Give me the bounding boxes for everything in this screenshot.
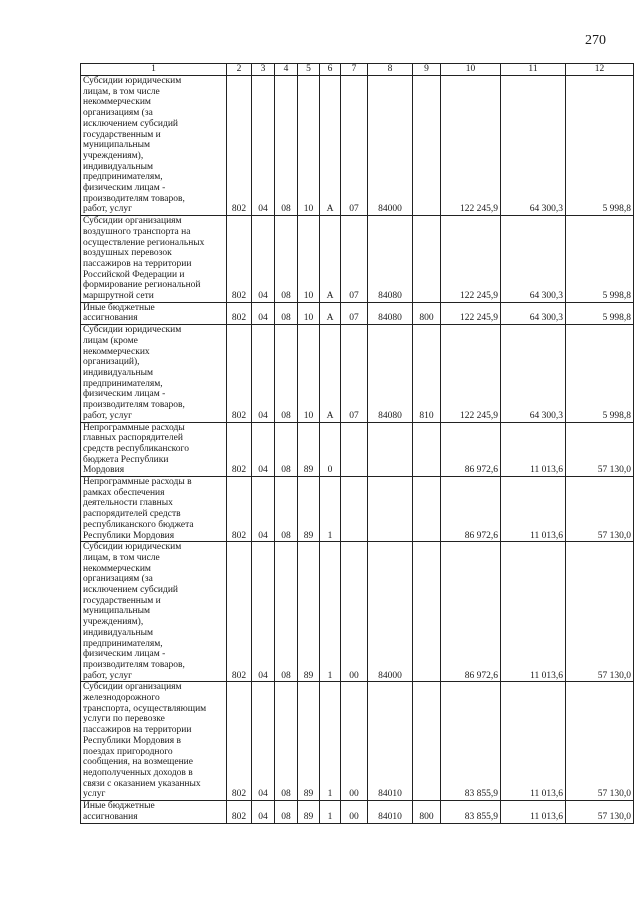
cell-amount-1: 122 245,9 xyxy=(441,302,501,324)
cell-amount-3: 57 130,0 xyxy=(566,801,634,823)
cell-amount-2: 64 300,3 xyxy=(501,302,566,324)
cell-glava: 802 xyxy=(227,542,252,682)
cell-expense-type xyxy=(413,422,441,477)
cell-direction: 84080 xyxy=(368,325,413,422)
cell-amount-1: 83 855,9 xyxy=(441,801,501,823)
cell-razdel: 04 xyxy=(252,422,275,477)
cell-main-measure xyxy=(341,477,368,542)
cell-expense-type: 800 xyxy=(413,302,441,324)
row-name: Субсидии организациям железнодорожного транспорта, осуществляющим услуги по перевозке пассажиров на территории Республики Мордовия в поездах пригородного сообщения, на возмещение недополученных доходов в связи с оказанием указанных услуг xyxy=(81,682,227,801)
cell-expense-type xyxy=(413,477,441,542)
cell-podrazdel: 08 xyxy=(275,801,298,823)
cell-main-measure: 00 xyxy=(341,801,368,823)
cell-amount-1: 122 245,9 xyxy=(441,325,501,422)
cell-subprogram: 0 xyxy=(320,422,341,477)
cell-program: 10 xyxy=(298,302,320,324)
cell-subprogram: 1 xyxy=(320,682,341,801)
cell-expense-type xyxy=(413,76,441,216)
cell-glava: 802 xyxy=(227,801,252,823)
row-name: Непрограммные расходы в рамках обеспечения деятельности главных распорядителей средств республиканского бюджета Республики Мордовия xyxy=(81,477,227,542)
cell-amount-3: 5 998,8 xyxy=(566,302,634,324)
cell-glava: 802 xyxy=(227,325,252,422)
cell-podrazdel: 08 xyxy=(275,682,298,801)
cell-main-measure: 00 xyxy=(341,682,368,801)
page-number: 270 xyxy=(585,33,606,48)
cell-program: 89 xyxy=(298,477,320,542)
budget-table xyxy=(80,63,634,824)
cell-direction: 84000 xyxy=(368,76,413,216)
column-header: 6 xyxy=(320,64,341,76)
cell-amount-2: 64 300,3 xyxy=(501,325,566,422)
cell-amount-2: 11 013,6 xyxy=(501,542,566,682)
cell-razdel: 04 xyxy=(252,477,275,542)
header-row xyxy=(81,64,634,76)
cell-amount-2: 64 300,3 xyxy=(501,216,566,303)
cell-razdel: 04 xyxy=(252,76,275,216)
cell-direction: 84010 xyxy=(368,682,413,801)
cell-amount-2: 11 013,6 xyxy=(501,422,566,477)
cell-subprogram: 1 xyxy=(320,542,341,682)
cell-subprogram: А xyxy=(320,216,341,303)
cell-subprogram: А xyxy=(320,76,341,216)
column-header: 5 xyxy=(298,64,320,76)
table-row xyxy=(81,477,634,542)
column-header: 10 xyxy=(441,64,501,76)
cell-glava: 802 xyxy=(227,76,252,216)
cell-podrazdel: 08 xyxy=(275,302,298,324)
cell-direction: 84080 xyxy=(368,302,413,324)
cell-subprogram: 1 xyxy=(320,477,341,542)
cell-expense-type: 810 xyxy=(413,325,441,422)
cell-podrazdel: 08 xyxy=(275,477,298,542)
cell-amount-3: 57 130,0 xyxy=(566,477,634,542)
cell-razdel: 04 xyxy=(252,682,275,801)
cell-razdel: 04 xyxy=(252,302,275,324)
cell-program: 10 xyxy=(298,325,320,422)
cell-podrazdel: 08 xyxy=(275,422,298,477)
cell-program: 10 xyxy=(298,216,320,303)
cell-amount-1: 83 855,9 xyxy=(441,682,501,801)
cell-program: 10 xyxy=(298,76,320,216)
cell-amount-1: 86 972,6 xyxy=(441,542,501,682)
cell-subprogram: А xyxy=(320,325,341,422)
cell-podrazdel: 08 xyxy=(275,325,298,422)
cell-glava: 802 xyxy=(227,682,252,801)
cell-razdel: 04 xyxy=(252,325,275,422)
column-header: 12 xyxy=(566,64,634,76)
row-name: Субсидии юридическим лицам, в том числе некоммерческим организациям (за исключением субсидий государственным и муниципальным учреждениям), индивидуальным предпринимателям, физическим лицам - производителям товаров, работ, услуг xyxy=(81,542,227,682)
cell-direction: 84010 xyxy=(368,801,413,823)
cell-direction xyxy=(368,477,413,542)
column-header: 1 xyxy=(81,64,227,76)
column-header: 11 xyxy=(501,64,566,76)
table-row xyxy=(81,302,634,324)
cell-main-measure: 00 xyxy=(341,542,368,682)
cell-expense-type: 800 xyxy=(413,801,441,823)
cell-glava: 802 xyxy=(227,302,252,324)
cell-subprogram: А xyxy=(320,302,341,324)
row-name: Непрограммные расходы главных распорядителей средств республиканского бюджета Республики Мордовия xyxy=(81,422,227,477)
cell-main-measure: 07 xyxy=(341,302,368,324)
cell-razdel: 04 xyxy=(252,216,275,303)
cell-program: 89 xyxy=(298,542,320,682)
table-row xyxy=(81,422,634,477)
cell-podrazdel: 08 xyxy=(275,542,298,682)
cell-program: 89 xyxy=(298,801,320,823)
cell-expense-type xyxy=(413,682,441,801)
cell-podrazdel: 08 xyxy=(275,216,298,303)
cell-direction: 84080 xyxy=(368,216,413,303)
cell-amount-1: 86 972,6 xyxy=(441,477,501,542)
row-name: Иные бюджетные ассигнования xyxy=(81,801,227,823)
row-name: Субсидии юридическим лицам, в том числе некоммерческим организациям (за исключением субсидий государственным и муниципальным учреждениям), индивидуальным предпринимателям, физическим лицам - производителям товаров, работ, услуг xyxy=(81,76,227,216)
row-name: Иные бюджетные ассигнования xyxy=(81,302,227,324)
table-row xyxy=(81,542,634,682)
cell-program: 89 xyxy=(298,422,320,477)
table-row xyxy=(81,682,634,801)
table-row xyxy=(81,801,634,823)
cell-amount-2: 11 013,6 xyxy=(501,801,566,823)
cell-expense-type xyxy=(413,542,441,682)
cell-direction: 84000 xyxy=(368,542,413,682)
cell-amount-1: 86 972,6 xyxy=(441,422,501,477)
cell-glava: 802 xyxy=(227,422,252,477)
cell-amount-3: 57 130,0 xyxy=(566,422,634,477)
cell-amount-3: 5 998,8 xyxy=(566,325,634,422)
cell-glava: 802 xyxy=(227,477,252,542)
cell-glava: 802 xyxy=(227,216,252,303)
table-body xyxy=(81,76,634,824)
cell-subprogram: 1 xyxy=(320,801,341,823)
table-row xyxy=(81,76,634,216)
column-header: 3 xyxy=(252,64,275,76)
cell-amount-2: 64 300,3 xyxy=(501,76,566,216)
cell-razdel: 04 xyxy=(252,542,275,682)
table-row xyxy=(81,216,634,303)
cell-amount-3: 5 998,8 xyxy=(566,216,634,303)
cell-main-measure: 07 xyxy=(341,325,368,422)
column-header: 7 xyxy=(341,64,368,76)
cell-podrazdel: 08 xyxy=(275,76,298,216)
cell-amount-2: 11 013,6 xyxy=(501,682,566,801)
column-header: 2 xyxy=(227,64,252,76)
cell-amount-3: 57 130,0 xyxy=(566,542,634,682)
row-name: Субсидии организациям воздушного транспорта на осуществление региональных воздушных перевозок пассажиров на территории Российской Федерации и формирование региональной маршрутной сети xyxy=(81,216,227,303)
cell-direction xyxy=(368,422,413,477)
cell-main-measure xyxy=(341,422,368,477)
column-header: 8 xyxy=(368,64,413,76)
column-header: 9 xyxy=(413,64,441,76)
table-row xyxy=(81,325,634,422)
cell-amount-1: 122 245,9 xyxy=(441,216,501,303)
column-header: 4 xyxy=(275,64,298,76)
cell-amount-3: 57 130,0 xyxy=(566,682,634,801)
cell-amount-3: 5 998,8 xyxy=(566,76,634,216)
cell-razdel: 04 xyxy=(252,801,275,823)
cell-expense-type xyxy=(413,216,441,303)
cell-amount-1: 122 245,9 xyxy=(441,76,501,216)
cell-amount-2: 11 013,6 xyxy=(501,477,566,542)
cell-main-measure: 07 xyxy=(341,76,368,216)
cell-program: 89 xyxy=(298,682,320,801)
cell-main-measure: 07 xyxy=(341,216,368,303)
row-name: Субсидии юридическим лицам (кроме некоммерческих организаций), индивидуальным предпринимателям, физическим лицам - производителям товаров, работ, услуг xyxy=(81,325,227,422)
